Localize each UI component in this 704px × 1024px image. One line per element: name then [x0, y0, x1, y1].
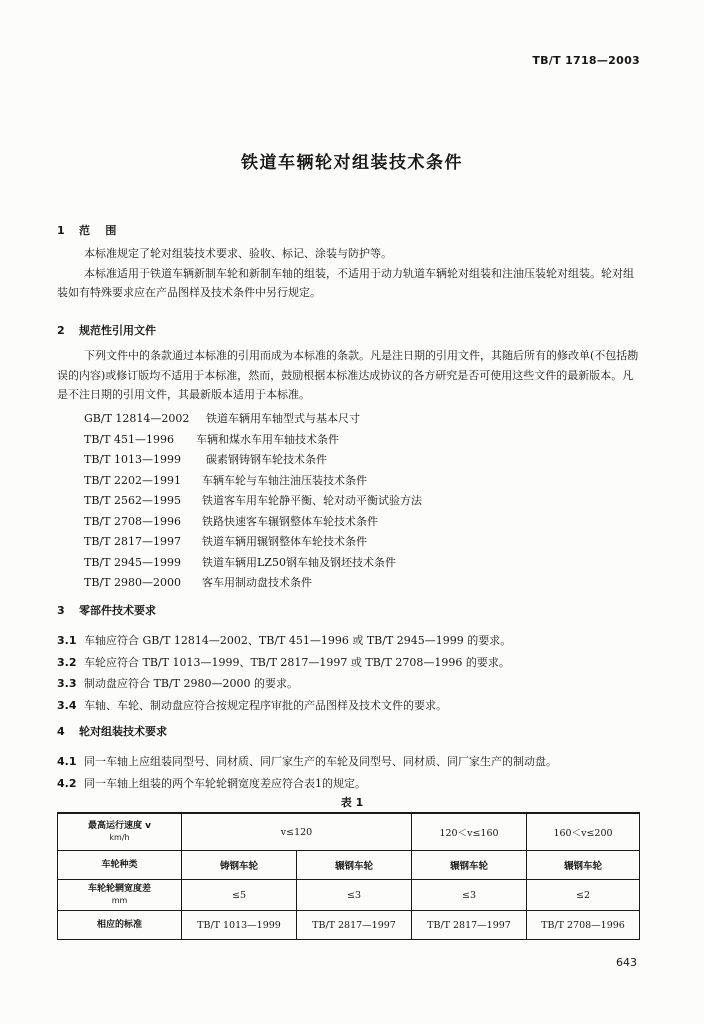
section-1-paragraph-1: 本标准规定了轮对组装技术要求、验收、标记、涂装与防护等。 — [84, 247, 392, 260]
reference-item — [84, 430, 422, 451]
section-3-clauses — [57, 630, 511, 716]
table-cell: ≤5 — [182, 880, 297, 911]
reference-code: TB/T 2980—2000 — [84, 576, 181, 589]
section-1-title: 范 围 — [79, 224, 117, 237]
table-cell: 辗钢车轮 — [412, 851, 527, 880]
reference-item — [84, 573, 422, 594]
reference-item — [84, 450, 422, 471]
section-2-title: 规范性引用文件 — [79, 324, 156, 337]
clause-number: 4.1 — [57, 755, 77, 768]
speed-range-cell: 120＜v≤160 — [412, 813, 527, 851]
speed-label: 最高运行速度 v — [87, 821, 151, 831]
standard-code-header: TB/T 1718—2003 — [532, 54, 640, 67]
section-2-heading — [57, 322, 156, 338]
reference-title: 车辆车轮与车轴注油压装技术条件 — [202, 473, 367, 487]
table-1-caption: 表 1 — [340, 796, 364, 809]
clause-item — [57, 751, 557, 773]
clause-number: 3.3 — [57, 677, 77, 690]
reference-title: 铁道客车用车轮静平衡、轮对动平衡试验方法 — [202, 494, 422, 507]
page-number: 643 — [616, 956, 637, 969]
section-2-paragraph: 下列文件中的条款通过本标准的引用而成为本标准的条款。凡是注日期的引用文件，其随后所有的修改单(不包括勘误的内容)或修订版均不适用于本标准，然而，鼓励根据本标准达成协议的各方研究是否可使用这些文件的最新版本。凡是不注日期的引用文件，其最新版本适用于本标准。 — [57, 349, 639, 401]
reference-code: GB/T 12814—2002 — [84, 412, 190, 425]
reference-code: TB/T 1013—1999 — [84, 453, 181, 466]
clause-text: 制动盘应符合 TB/T 2980—2000 的要求。 — [84, 677, 298, 690]
reference-code: TB/T 2945—1999 — [84, 555, 181, 569]
document-title: 铁道车辆轮对组装技术条件 — [241, 153, 463, 173]
wheel-type-label: 车轮种类 — [58, 851, 182, 880]
table-cell: TB/T 2817—1997 — [297, 911, 412, 940]
section-2-number: 2 — [57, 324, 65, 337]
reference-item — [84, 553, 422, 574]
normative-reference-list — [84, 409, 422, 594]
reference-code: TB/T 2202—1991 — [84, 473, 181, 487]
table-row — [58, 880, 640, 911]
clause-text: 车轴应符合 GB/T 12814—2002、TB/T 451—1996 或 TB/T 2945—1999 的要求。 — [84, 634, 512, 647]
rim-width-label-cell — [58, 880, 182, 911]
speed-label-cell — [58, 813, 182, 851]
section-3-heading — [57, 602, 156, 618]
reference-code: TB/T 451—1996 — [84, 432, 174, 446]
table-cell: ≤2 — [527, 880, 640, 911]
clause-number: 3.1 — [57, 634, 77, 647]
reference-code: TB/T 2708—1996 — [84, 514, 181, 528]
standard-label: 相应的标准 — [58, 911, 182, 940]
table-row — [58, 911, 640, 940]
clause-number: 3.4 — [57, 698, 77, 712]
reference-title: 铁路快速客车辗钢整体车轮技术条件 — [202, 514, 378, 528]
clause-item — [57, 773, 557, 795]
reference-item — [84, 532, 422, 553]
table-row — [58, 851, 640, 880]
wheel-rim-width-table — [57, 812, 640, 940]
section-4-number: 4 — [57, 725, 65, 738]
section-4-title: 轮对组装技术要求 — [79, 725, 167, 738]
clause-item — [57, 695, 511, 717]
clause-item — [57, 652, 511, 674]
table-cell: 铸钢车轮 — [182, 851, 297, 880]
speed-range-cell: v≤120 — [182, 813, 412, 851]
clause-text: 车轮应符合 TB/T 1013—1999、TB/T 2817—1997 或 TB/T 2708—1996 的要求。 — [84, 655, 510, 669]
reference-item — [84, 512, 422, 533]
clause-number: 3.2 — [57, 655, 77, 669]
reference-item — [84, 409, 422, 430]
reference-title: 铁道车辆用车轴型式与基本尺寸 — [206, 412, 360, 425]
reference-item — [84, 471, 422, 492]
section-3-title: 零部件技术要求 — [79, 604, 156, 617]
table-cell: ≤3 — [412, 880, 527, 911]
clause-text: 同一车轴上应组装同型号、同材质、同厂家生产的车轮及同型号、同材质、同厂家生产的制动盘。 — [84, 755, 557, 768]
rim-width-unit: mm — [111, 896, 128, 905]
speed-range-cell: 160＜v≤200 — [527, 813, 640, 851]
table-cell: 辗钢车轮 — [527, 851, 640, 880]
reference-title: 铁道车辆用辗钢整体车轮技术条件 — [202, 535, 367, 548]
table-cell: TB/T 1013—1999 — [182, 911, 297, 940]
reference-code: TB/T 2817—1997 — [84, 535, 181, 548]
section-1-number: 1 — [57, 224, 65, 237]
rim-width-label: 车轮轮辋宽度差 — [87, 884, 151, 894]
reference-item — [84, 491, 422, 512]
clause-text: 同一车轴上组装的两个车轮轮辋宽度差应符合表1的规定。 — [84, 776, 366, 790]
reference-title: 碳素钢铸钢车轮技术条件 — [206, 453, 327, 466]
clause-item — [57, 673, 511, 695]
table-row — [58, 813, 640, 851]
table-cell: 辗钢车轮 — [297, 851, 412, 880]
table-cell: TB/T 2708—1996 — [527, 911, 640, 940]
section-4-clauses — [57, 751, 557, 794]
reference-title: 车辆和煤水车用车轴技术条件 — [196, 432, 339, 446]
table-cell: ≤3 — [297, 880, 412, 911]
reference-title: 客车用制动盘技术条件 — [202, 576, 312, 589]
section-4-heading — [57, 723, 167, 739]
table-cell: TB/T 2817—1997 — [412, 911, 527, 940]
clause-text: 车轴、车轮、制动盘应符合按规定程序审批的产品图样及技术文件的要求。 — [84, 698, 447, 712]
section-1-heading — [57, 222, 116, 238]
speed-unit: km/h — [109, 833, 130, 842]
section-3-number: 3 — [57, 604, 65, 617]
section-1-paragraph-2: 本标准适用于铁道车辆新制车轮和新制车轴的组装，不适用于动力轨道车辆轮对组装和注油压装轮对组装。轮对组装如有特殊要求应在产品图样及技术条件中另行规定。 — [57, 267, 634, 299]
reference-code: TB/T 2562—1995 — [84, 494, 181, 507]
clause-number: 4.2 — [57, 776, 77, 790]
reference-title: 铁道车辆用LZ50钢车轴及钢坯技术条件 — [202, 555, 396, 569]
clause-item — [57, 630, 511, 652]
